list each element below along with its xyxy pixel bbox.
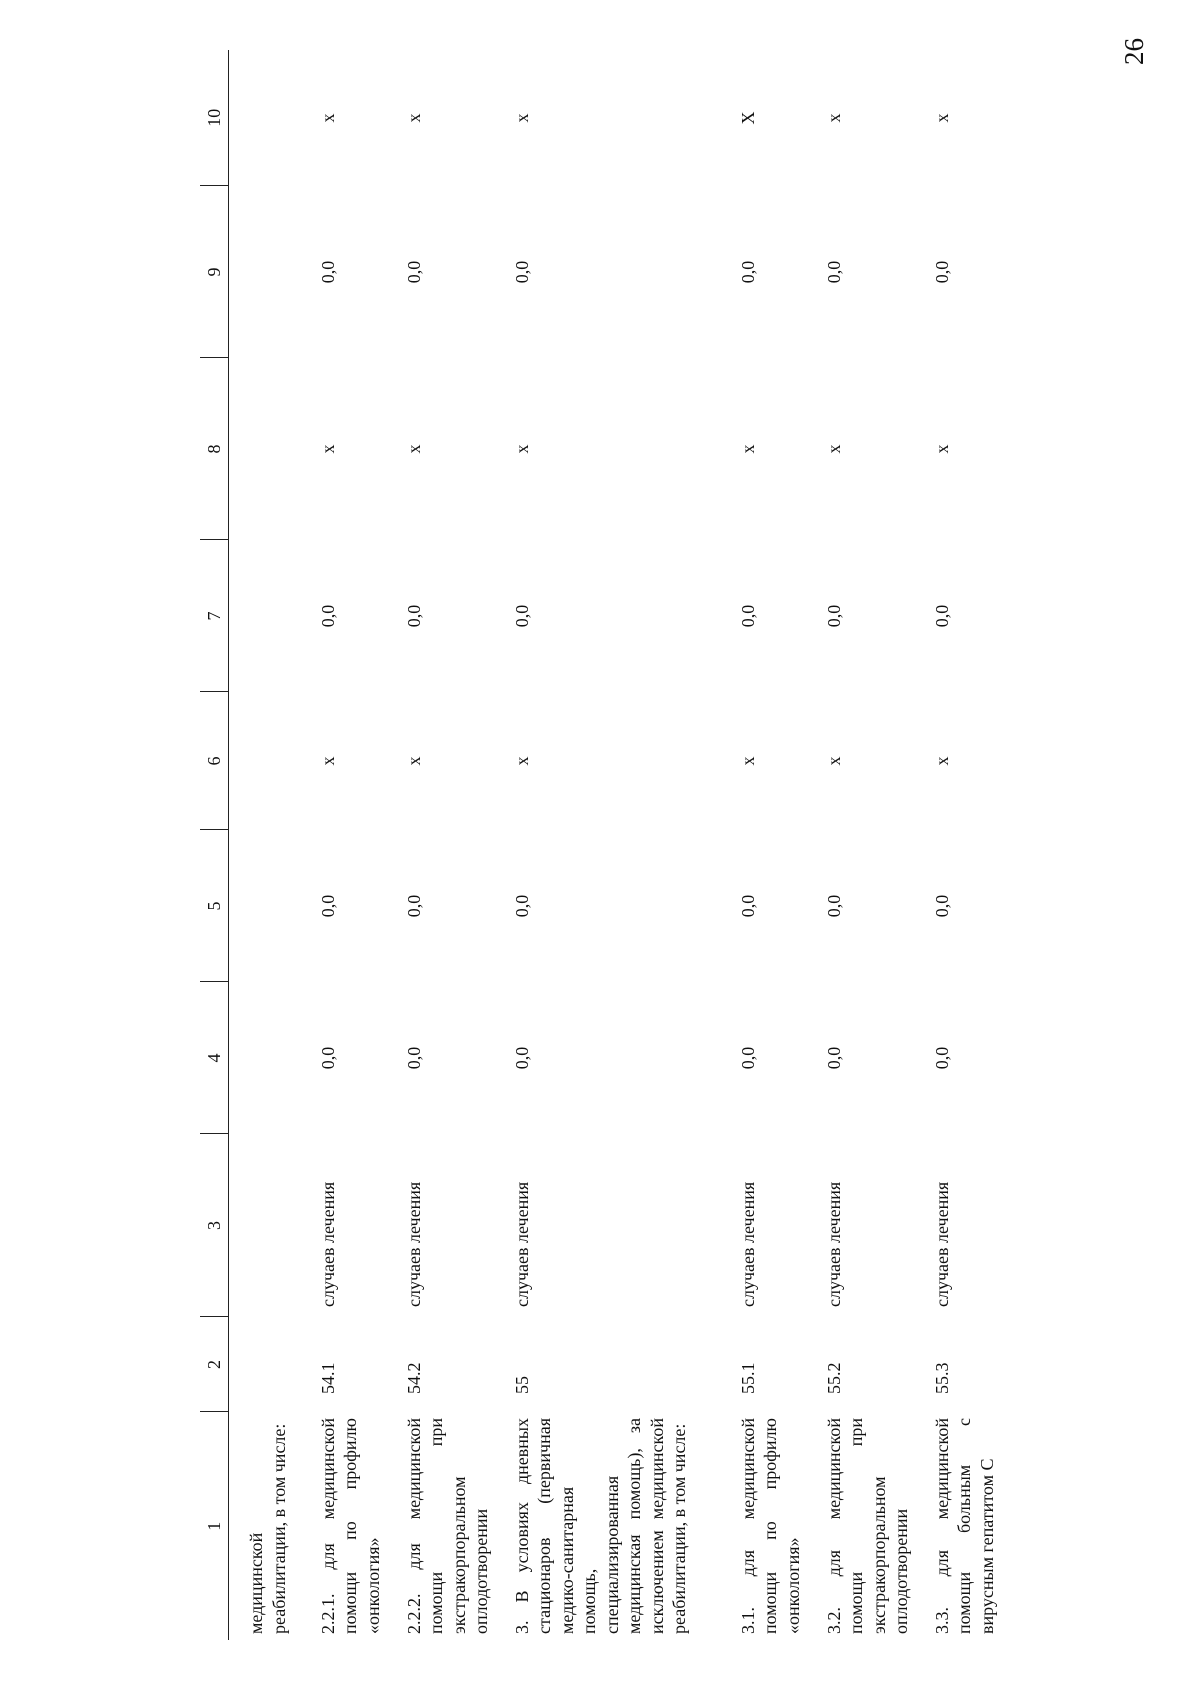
rotated-table-container [200,50,1030,1640]
cell-col10: x [823,113,844,123]
row-code: 55.1 [737,1362,758,1394]
cell-col4: 0,0 [737,1046,758,1070]
cell-col7: 0,0 [317,604,338,628]
cell-col4: 0,0 [511,1046,532,1070]
cell-col5: 0,0 [737,894,758,918]
cell-col5: 0,0 [403,894,424,918]
table-row [307,50,393,1640]
cell-col9: 0,0 [403,260,424,284]
cell-col6: x [403,756,424,766]
table-row [393,50,501,1640]
data-table [200,50,1017,1640]
table-row [921,50,1017,1640]
header-row [200,50,229,1640]
cell-col10: x [403,113,424,123]
cell-col9: 0,0 [317,260,338,284]
cell-col7 [229,540,307,692]
table-row [727,50,813,1640]
cell-col4: 0,0 [931,1046,952,1070]
cell-col5: 0,0 [823,894,844,918]
table-row [813,50,921,1640]
cell-col8: x [511,444,532,454]
cell-col4: 0,0 [317,1046,338,1070]
row-description: 3.1. для медицинской помощи по профилю «онкология» [737,1418,803,1634]
column-header: 3 [200,1134,229,1317]
cell-col7: 0,0 [403,604,424,628]
cell-col9: 0,0 [823,260,844,284]
cell-col8: x [737,444,758,454]
cell-col9: 0,0 [511,260,532,284]
cell-col8: x [823,444,844,454]
row-code: 55.2 [823,1362,844,1394]
cell-col10 [229,50,307,186]
row-description: медицинской реабилитации, в том числе: [246,1423,289,1634]
cell-col4 [229,982,307,1134]
cell-col9 [229,186,307,358]
row-description: 3. В условиях дневных стационаров (первичная медико-санитарная помощь, специализированная медицинская помощь), за исключением медицинской реабилитации, в том числе: [511,1418,689,1634]
cell-col6: x [317,756,338,766]
column-header: 9 [200,186,229,358]
row-description: 2.2.2. для медицинской помощи при экстракорпоральном оплодотворении [403,1418,491,1634]
cell-col6: x [737,756,758,766]
table-row [229,50,307,1640]
row-code [229,1317,307,1412]
cell-col6: x [931,756,952,766]
row-unit: случаев лечения [317,1181,338,1307]
row-code: 55 [511,1376,532,1394]
cell-col4: 0,0 [403,1046,424,1070]
row-unit: случаев лечения [823,1181,844,1307]
row-code: 54.1 [317,1362,338,1394]
cell-col6: x [511,756,532,766]
column-header: 4 [200,982,229,1134]
cell-col7: 0,0 [511,604,532,628]
cell-col6: x [823,756,844,766]
cell-col7: 0,0 [823,604,844,628]
row-unit: случаев лечения [737,1181,758,1307]
row-unit: случаев лечения [931,1181,952,1307]
cell-col5: 0,0 [931,894,952,918]
column-header: 7 [200,540,229,692]
cell-col9: 0,0 [737,260,758,284]
cell-col5 [229,830,307,982]
table-row [501,50,727,1640]
row-unit: случаев лечения [403,1181,424,1307]
cell-col8: x [403,444,424,454]
cell-col10: X [737,111,758,125]
page-number: 26 [1119,38,1149,65]
column-header: 8 [200,358,229,540]
cell-col7: 0,0 [931,604,952,628]
cell-col8: x [931,444,952,454]
row-code: 54.2 [403,1362,424,1394]
row-description: 3.2. для медицинской помощи при экстракорпоральном оплодотворении [823,1418,911,1634]
cell-col10: x [511,113,532,123]
cell-col9: 0,0 [931,260,952,284]
cell-col8: x [317,444,338,454]
cell-col4: 0,0 [823,1046,844,1070]
row-description: 3.3. для медицинской помощи больным с вирусным гепатитом С [931,1418,997,1634]
column-header: 6 [200,692,229,830]
row-code: 55.3 [931,1362,952,1394]
column-header: 5 [200,830,229,982]
column-header: 10 [200,50,229,186]
cell-col5: 0,0 [317,894,338,918]
row-unit [229,1134,307,1317]
cell-col8 [229,358,307,540]
cell-col7: 0,0 [737,604,758,628]
column-header: 2 [200,1317,229,1412]
cell-col10: x [317,113,338,123]
cell-col6 [229,692,307,830]
cell-col5: 0,0 [511,894,532,918]
column-header: 1 [200,1412,229,1640]
row-unit: случаев лечения [511,1181,532,1307]
cell-col10: x [931,113,952,123]
row-description: 2.2.1. для медицинской помощи по профилю «онкология» [317,1418,383,1634]
